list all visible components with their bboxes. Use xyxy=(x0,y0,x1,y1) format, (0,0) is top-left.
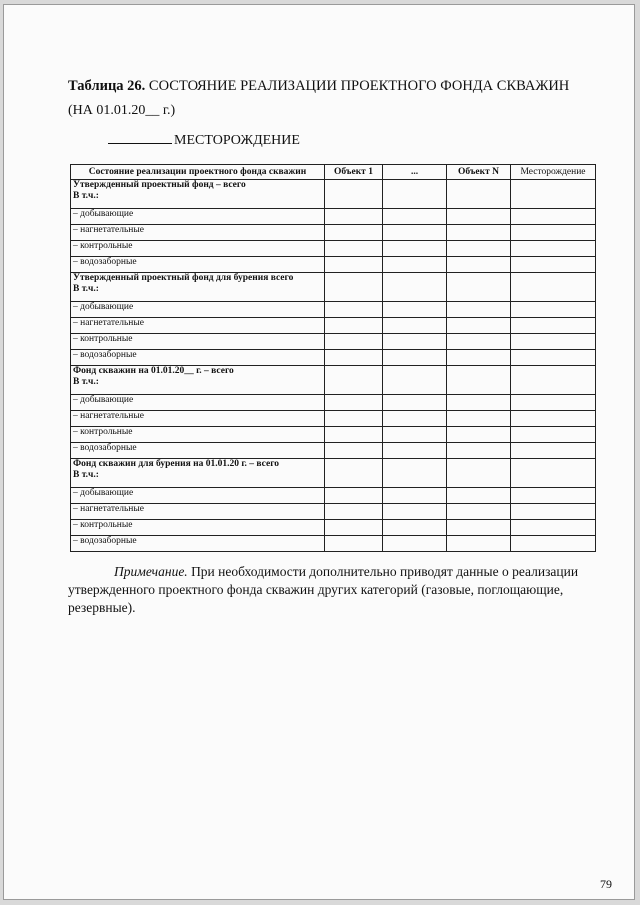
empty-cell xyxy=(383,180,447,209)
empty-cell xyxy=(511,427,596,443)
empty-cell xyxy=(325,536,383,552)
field-name-line xyxy=(108,131,300,149)
empty-cell xyxy=(511,350,596,366)
row-label-cell: – добывающие xyxy=(71,395,325,411)
empty-cell xyxy=(325,459,383,488)
empty-cell xyxy=(325,395,383,411)
empty-cell xyxy=(511,443,596,459)
empty-cell xyxy=(325,302,383,318)
table-group-row xyxy=(71,459,596,488)
empty-cell xyxy=(383,334,447,350)
header-cell: Объект N xyxy=(447,165,511,180)
empty-cell xyxy=(383,443,447,459)
empty-cell xyxy=(511,366,596,395)
empty-cell xyxy=(383,427,447,443)
empty-cell xyxy=(447,504,511,520)
empty-cell xyxy=(383,504,447,520)
empty-cell xyxy=(325,273,383,302)
row-label-cell: – водозаборные xyxy=(71,257,325,273)
table-group-row xyxy=(71,180,596,209)
empty-cell xyxy=(511,257,596,273)
table-group-row xyxy=(71,366,596,395)
page-number: 79 xyxy=(600,877,612,891)
row-label-cell: – добывающие xyxy=(71,488,325,504)
empty-cell xyxy=(511,536,596,552)
empty-cell xyxy=(447,395,511,411)
empty-cell xyxy=(325,209,383,225)
empty-cell xyxy=(447,488,511,504)
empty-cell xyxy=(325,225,383,241)
table-body xyxy=(71,180,596,552)
empty-cell xyxy=(511,318,596,334)
empty-cell xyxy=(447,411,511,427)
table-row xyxy=(71,225,596,241)
empty-cell xyxy=(383,225,447,241)
table-row xyxy=(71,241,596,257)
row-label-cell: – добывающие xyxy=(71,302,325,318)
table-row xyxy=(71,520,596,536)
empty-cell xyxy=(383,459,447,488)
group-title: Утвержденный проектный фонд – всего xyxy=(73,180,246,190)
empty-cell xyxy=(325,350,383,366)
empty-cell xyxy=(511,395,596,411)
group-subtitle: В т.ч.: xyxy=(73,191,99,201)
empty-cell xyxy=(511,180,596,209)
row-label-cell: – контрольные xyxy=(71,241,325,257)
group-label-cell xyxy=(71,273,325,302)
empty-cell xyxy=(383,411,447,427)
empty-cell xyxy=(325,488,383,504)
header-cell: Состояние реализации проектного фонда скважин xyxy=(71,165,325,180)
row-label-cell: – водозаборные xyxy=(71,443,325,459)
group-subtitle: В т.ч.: xyxy=(73,377,99,387)
row-label-cell: – контрольные xyxy=(71,334,325,350)
empty-cell xyxy=(447,180,511,209)
row-label-cell: – контрольные xyxy=(71,520,325,536)
empty-cell xyxy=(447,536,511,552)
empty-cell xyxy=(447,302,511,318)
field-name-label: МЕСТОРОЖДЕНИЕ xyxy=(174,133,300,148)
empty-cell xyxy=(511,459,596,488)
empty-cell xyxy=(447,318,511,334)
empty-cell xyxy=(325,411,383,427)
empty-cell xyxy=(383,350,447,366)
empty-cell xyxy=(447,520,511,536)
row-label-cell: – добывающие xyxy=(71,209,325,225)
table-row xyxy=(71,302,596,318)
empty-cell xyxy=(325,366,383,395)
note-text: При необходимости дополнительно приводят данные о реализации утвержденного проектного фонда скважин других категорий (газовые, поглощающие, резервные). xyxy=(68,564,579,615)
group-title: Фонд скважин для бурения на 01.01.20 г. – всего xyxy=(73,459,280,469)
empty-cell xyxy=(325,334,383,350)
empty-cell xyxy=(511,520,596,536)
row-label-cell: – водозаборные xyxy=(71,536,325,552)
empty-cell xyxy=(325,241,383,257)
note-paragraph xyxy=(68,563,608,617)
header-cell: ... xyxy=(383,165,447,180)
table-row xyxy=(71,318,596,334)
empty-cell xyxy=(511,273,596,302)
empty-cell xyxy=(447,443,511,459)
empty-cell xyxy=(511,302,596,318)
table-row xyxy=(71,488,596,504)
empty-cell xyxy=(383,209,447,225)
document-page xyxy=(3,4,635,900)
empty-cell xyxy=(447,427,511,443)
row-label-cell: – водозаборные xyxy=(71,350,325,366)
table-row xyxy=(71,443,596,459)
empty-cell xyxy=(447,225,511,241)
row-label-cell: – нагнетательные xyxy=(71,318,325,334)
table-header-row xyxy=(71,165,596,180)
table-group-row xyxy=(71,273,596,302)
empty-cell xyxy=(325,520,383,536)
note xyxy=(68,563,608,617)
empty-cell xyxy=(325,257,383,273)
empty-cell xyxy=(447,273,511,302)
empty-cell xyxy=(511,209,596,225)
table-row xyxy=(71,334,596,350)
header-cell: Объект 1 xyxy=(325,165,383,180)
empty-cell xyxy=(325,427,383,443)
empty-cell xyxy=(511,504,596,520)
table-title-text: СОСТОЯНИЕ РЕАЛИЗАЦИИ ПРОЕКТНОГО ФОНДА СКВАЖИН xyxy=(148,78,570,94)
group-label-cell xyxy=(71,180,325,209)
empty-cell xyxy=(383,395,447,411)
table-row xyxy=(71,257,596,273)
empty-cell xyxy=(383,366,447,395)
empty-cell xyxy=(325,318,383,334)
well-fund-table xyxy=(70,164,596,552)
table-subtitle: (НА 01.01.20__ г.) xyxy=(68,103,176,118)
empty-cell xyxy=(447,459,511,488)
table-row xyxy=(71,536,596,552)
empty-cell xyxy=(447,334,511,350)
empty-cell xyxy=(511,411,596,427)
empty-cell xyxy=(383,302,447,318)
row-label-cell: – нагнетательные xyxy=(71,225,325,241)
group-subtitle: В т.ч.: xyxy=(73,284,99,294)
empty-cell xyxy=(511,488,596,504)
empty-cell xyxy=(447,366,511,395)
table-row xyxy=(71,427,596,443)
empty-cell xyxy=(383,520,447,536)
empty-cell xyxy=(447,241,511,257)
group-label-cell xyxy=(71,459,325,488)
empty-cell xyxy=(447,257,511,273)
row-label-cell: – нагнетательные xyxy=(71,411,325,427)
group-subtitle: В т.ч.: xyxy=(73,470,99,480)
empty-cell xyxy=(325,504,383,520)
empty-cell xyxy=(325,180,383,209)
empty-cell xyxy=(511,241,596,257)
table-row xyxy=(71,504,596,520)
row-label-cell: – нагнетательные xyxy=(71,504,325,520)
table-row xyxy=(71,395,596,411)
table-row xyxy=(71,350,596,366)
empty-cell xyxy=(383,318,447,334)
empty-cell xyxy=(383,241,447,257)
header-cell: Месторождение xyxy=(511,165,596,180)
group-title: Утвержденный проектный фонд для бурения всего xyxy=(73,273,294,283)
table-row xyxy=(71,411,596,427)
empty-cell xyxy=(383,488,447,504)
group-label-cell xyxy=(71,366,325,395)
table-title xyxy=(68,78,569,95)
empty-cell xyxy=(383,273,447,302)
table-number: Таблица 26. xyxy=(68,78,146,94)
empty-cell xyxy=(383,536,447,552)
empty-cell xyxy=(325,443,383,459)
empty-cell xyxy=(447,209,511,225)
empty-cell xyxy=(511,225,596,241)
empty-cell xyxy=(447,350,511,366)
empty-cell xyxy=(511,334,596,350)
field-name-blank xyxy=(108,131,172,144)
table-row xyxy=(71,209,596,225)
empty-cell xyxy=(383,257,447,273)
row-label-cell: – контрольные xyxy=(71,427,325,443)
note-label: Примечание. xyxy=(114,564,188,579)
group-title: Фонд скважин на 01.01.20__ г. – всего xyxy=(73,366,234,376)
